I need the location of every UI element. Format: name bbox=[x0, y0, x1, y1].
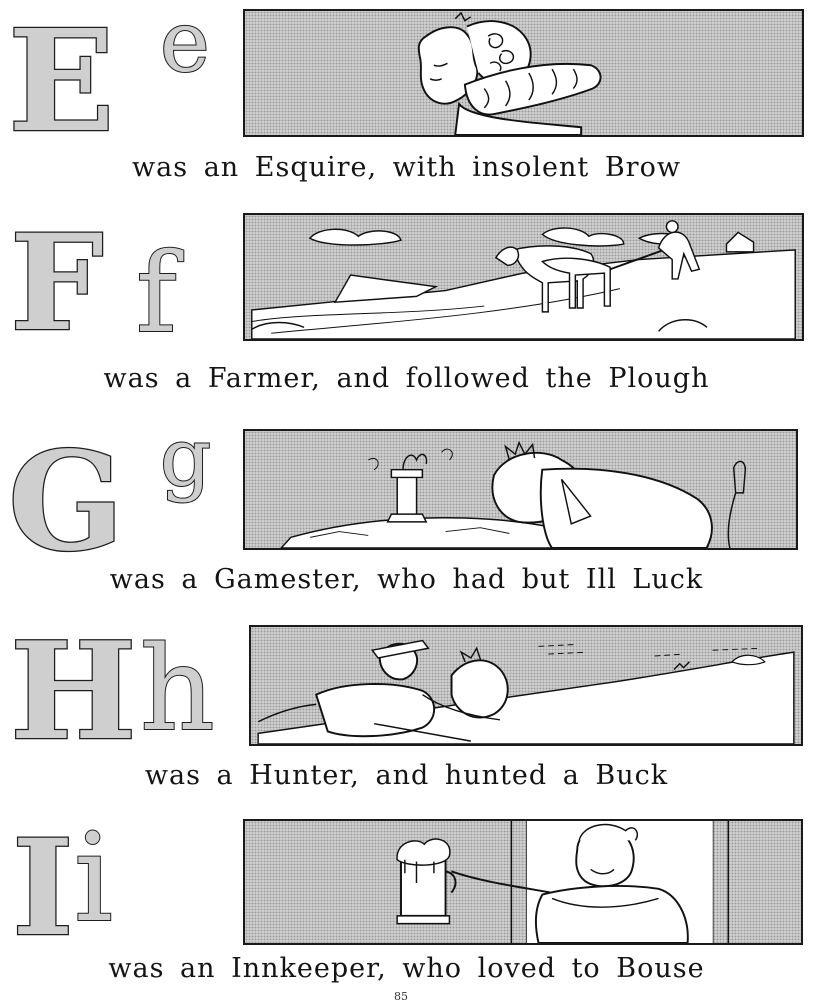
hunter-drawing bbox=[251, 627, 801, 744]
letter-lower-f: f bbox=[136, 229, 177, 357]
illustration-farmer bbox=[243, 213, 804, 341]
letter-capital-i: I bbox=[12, 811, 74, 966]
alphabet-entry-e bbox=[0, 0, 813, 200]
alphabet-entry-f bbox=[0, 200, 813, 420]
alphabet-entry-g bbox=[0, 411, 813, 620]
caption-e: was an Esquire, with insolent Brow bbox=[132, 152, 681, 183]
alphabet-entry-h bbox=[0, 612, 813, 815]
illustration-gamester bbox=[243, 429, 798, 550]
letter-lower-i: i bbox=[74, 807, 114, 949]
farmer-drawing bbox=[245, 215, 802, 339]
letter-capital-h: H bbox=[10, 612, 137, 770]
letter-lower-g: g bbox=[160, 411, 212, 504]
caption-h: was a Hunter, and hunted a Buck bbox=[144, 760, 669, 791]
letter-lower-h: h bbox=[140, 622, 215, 757]
illustration-hunter bbox=[249, 625, 803, 746]
letter-capital-f: F bbox=[10, 206, 104, 361]
illustration-esquire bbox=[243, 9, 804, 137]
innkeeper-drawing bbox=[245, 821, 801, 943]
page-number: 85 bbox=[394, 990, 408, 1003]
caption-f: was a Farmer, and followed the Plough bbox=[103, 363, 710, 394]
esquire-drawing bbox=[245, 11, 802, 135]
letter-capital-e: E bbox=[8, 0, 115, 164]
alphabet-entry-i bbox=[0, 807, 813, 1000]
letter-lower-e: e bbox=[160, 0, 210, 91]
illustration-innkeeper bbox=[243, 819, 803, 945]
caption-g: was a Gamester, who had but Ill Luck bbox=[109, 564, 704, 595]
gamester-drawing bbox=[245, 431, 796, 548]
letter-capital-g: G bbox=[8, 422, 125, 582]
caption-i: was an Innkeeper, who loved to Bouse bbox=[108, 953, 705, 984]
